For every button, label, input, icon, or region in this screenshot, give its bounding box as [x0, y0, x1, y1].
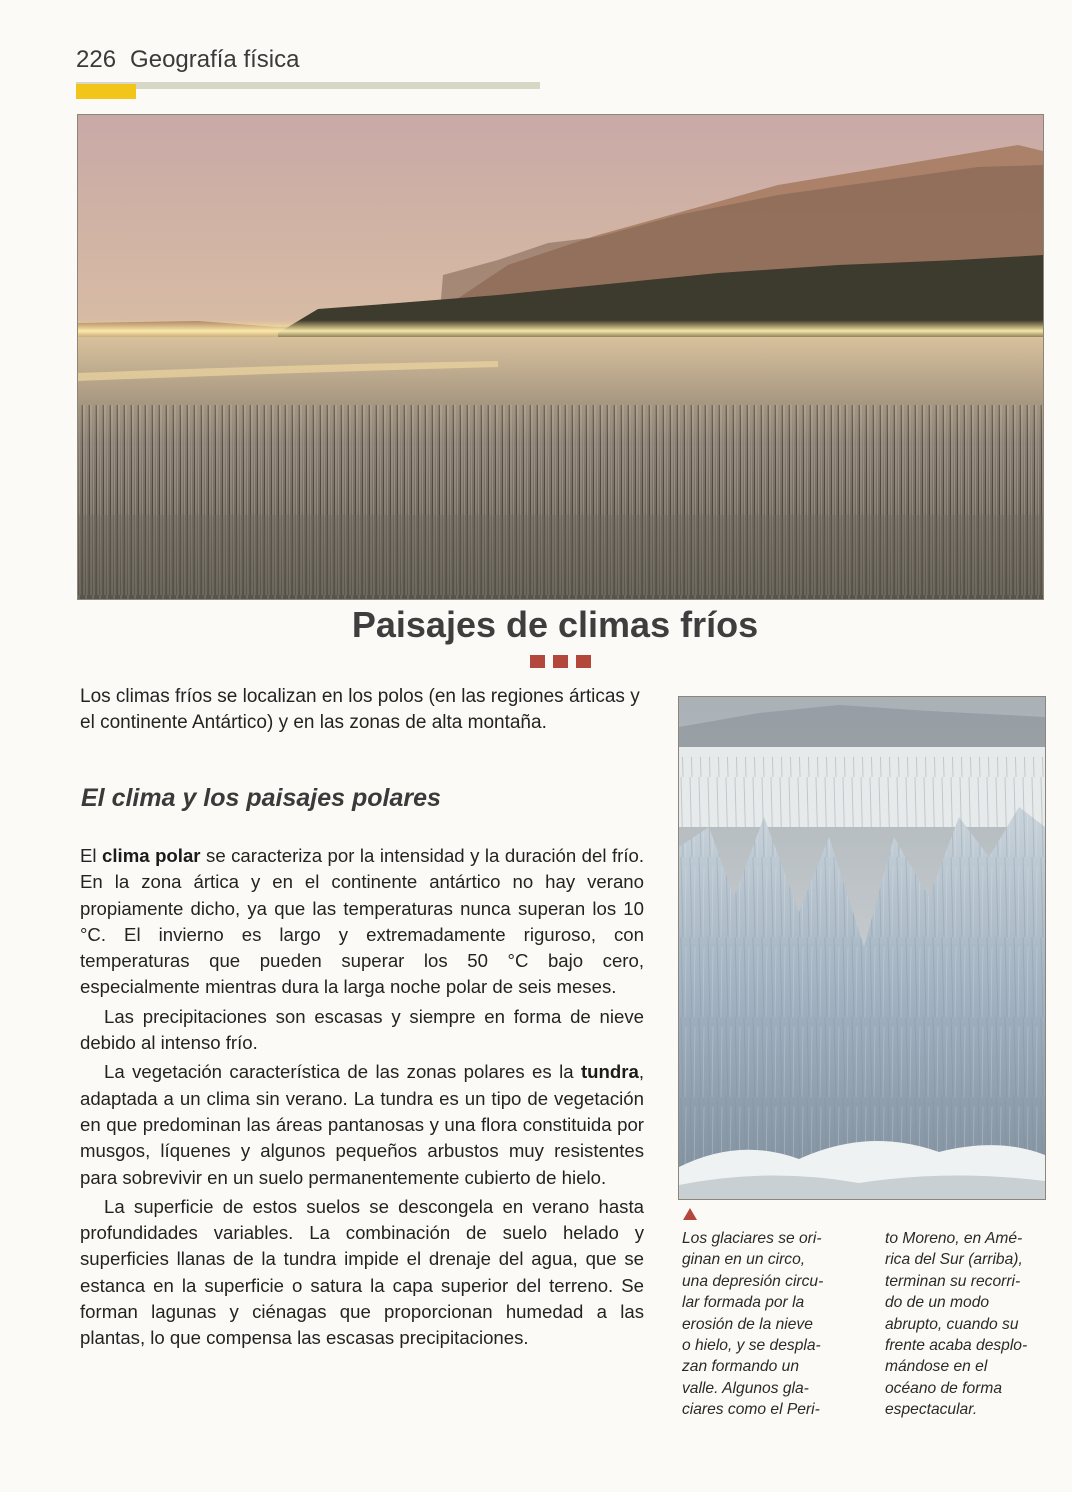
body-text [80, 843, 644, 1352]
running-header [76, 46, 299, 74]
caption-right-column: to Moreno, en Amé- rica del Sur (arriba), terminan su recorri- do de un modo abrupto, cuando su frente acaba desplo- mándose en el océano de forma espectacular. [885, 1230, 1028, 1419]
intro-paragraph: Los climas fríos se localizan en los polos (en las regiones árticas y el continente Antártico) y en las zonas de alta montaña. [80, 686, 640, 733]
glacier-photo [678, 696, 1046, 1200]
tundra-landscape-photo [77, 114, 1044, 600]
term-tundra: tundra [580, 1061, 639, 1083]
caption-marker-icon [683, 1208, 697, 1220]
paragraph-vegetation: La vegetación característica de las zonas polares es la tundra, adaptada a un clima sin verano. La tundra es un tipo de vegetación en que predominan las áreas pantanosas y una flora constituida por musgos, líquenes y algunos pequeños arbustos muy resistentes para sobrevivir en un suelo permanentemente cubierto de hielo. [80, 1061, 644, 1188]
paragraph-climate: El clima polar se caracteriza por la intensidad y la duración del frío. En la zona ártica y en el continente antártico no hay verano propiamente dicho, ya que las temperaturas nunca superan los 10 °C. El invierno es largo y extremadamente riguroso, con temperaturas que pueden superar los 50 °C bajo cero, especialmente mientras dura la larga noche polar de seis meses. [80, 845, 645, 998]
section-name: Geografía física [130, 46, 300, 73]
paragraph-soil: La superficie de estos suelos se descongela en verano hasta profundidades variables. La combinación de suelo helado y superficies llanas de la tundra impide el drenaje del agua, que se estanca en la superficie o satura la capa superior del terreno. Se forman lagunas y ciénagas que proporcionan humedad a las plantas, lo que compensa las escasas precipitaciones. [80, 1195, 644, 1349]
header-rule [76, 82, 540, 89]
page-number: 226 [76, 46, 117, 73]
subsection-title: El clima y los paisajes polares [81, 784, 441, 812]
title-ornament [530, 655, 591, 668]
header-accent-bar [76, 84, 136, 99]
term-clima-polar: clima polar [102, 845, 201, 866]
paragraph-precipitation: Las precipitaciones son escasas y siempre en forma de nieve debido al intenso frío. [80, 1005, 644, 1054]
page-title: Paisajes de climas fríos [351, 604, 759, 645]
caption-left-column: Los glaciares se ori- ginan en un circo, una depresión circu- lar formada por la erosión de la nieve o hielo, y se despla- zan formando un valle. Algunos gla- ciares como el Peri- [682, 1230, 824, 1419]
